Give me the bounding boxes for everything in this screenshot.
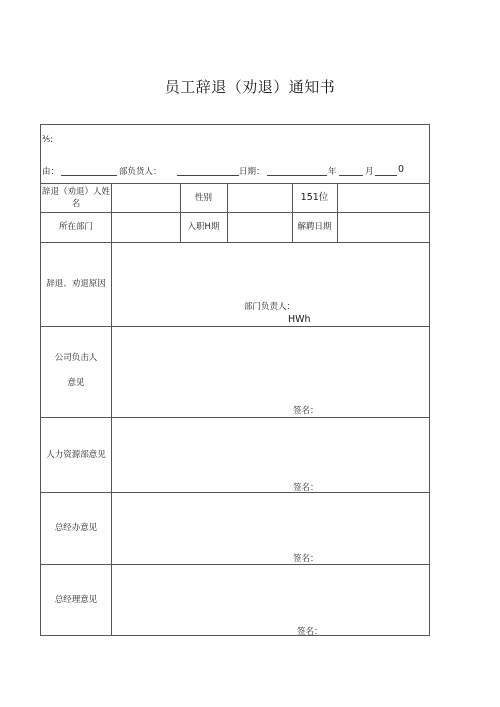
document-title: 员工辞退（劝退）通知书 [164, 78, 336, 96]
month-label: 月 [365, 167, 374, 177]
day-value: 0 [398, 164, 405, 175]
reason-blank[interactable] [61, 175, 117, 176]
reason-label: 由： [42, 167, 60, 177]
hr-opinion-label: 人力资源部意见 [46, 449, 106, 460]
gm-office-sign-label: 签名： [293, 554, 319, 564]
company-head-label-1: 公司负击人 [54, 353, 98, 363]
entry-date-label: 入职H期 [187, 222, 220, 232]
column-divider [337, 183, 338, 242]
date-label: 日期： [239, 167, 265, 177]
to-label: ⅗: [42, 135, 54, 145]
hire-date-label: 解聘日期 [297, 222, 332, 232]
gm-sign-label: 签名： [297, 627, 323, 637]
hr-sign-label: 签名： [293, 483, 319, 493]
gender-label: 性别 [194, 192, 212, 203]
column-divider [111, 183, 112, 636]
name-label: 辞退（劝退）人姓名 [41, 186, 110, 209]
year-blank[interactable] [339, 175, 363, 176]
row-divider [41, 326, 429, 327]
gm-opinion-label: 总经理意见 [54, 595, 98, 605]
company-head-sign-label: 签名： [293, 406, 319, 416]
dept-head-blank[interactable] [177, 175, 239, 176]
notice-form [40, 124, 430, 636]
month-blank[interactable] [375, 175, 397, 176]
company-head-label-2: 意见 [67, 378, 85, 388]
column-divider [227, 183, 228, 242]
reason-dept-head-label: 部门负责人： [244, 302, 296, 312]
dept-label: 所在部门 [58, 222, 93, 232]
date-blank[interactable] [267, 175, 327, 176]
reason-dept-head-signature: HWh [288, 314, 311, 325]
year-label: 年 [328, 167, 337, 177]
dept-head-label: 部负货人： [119, 167, 162, 177]
position-label: 151位 [300, 191, 329, 203]
gm-office-opinion-label: 总经办意见 [54, 523, 98, 533]
reason-section-label: 辞退、劝退原因 [46, 279, 106, 289]
